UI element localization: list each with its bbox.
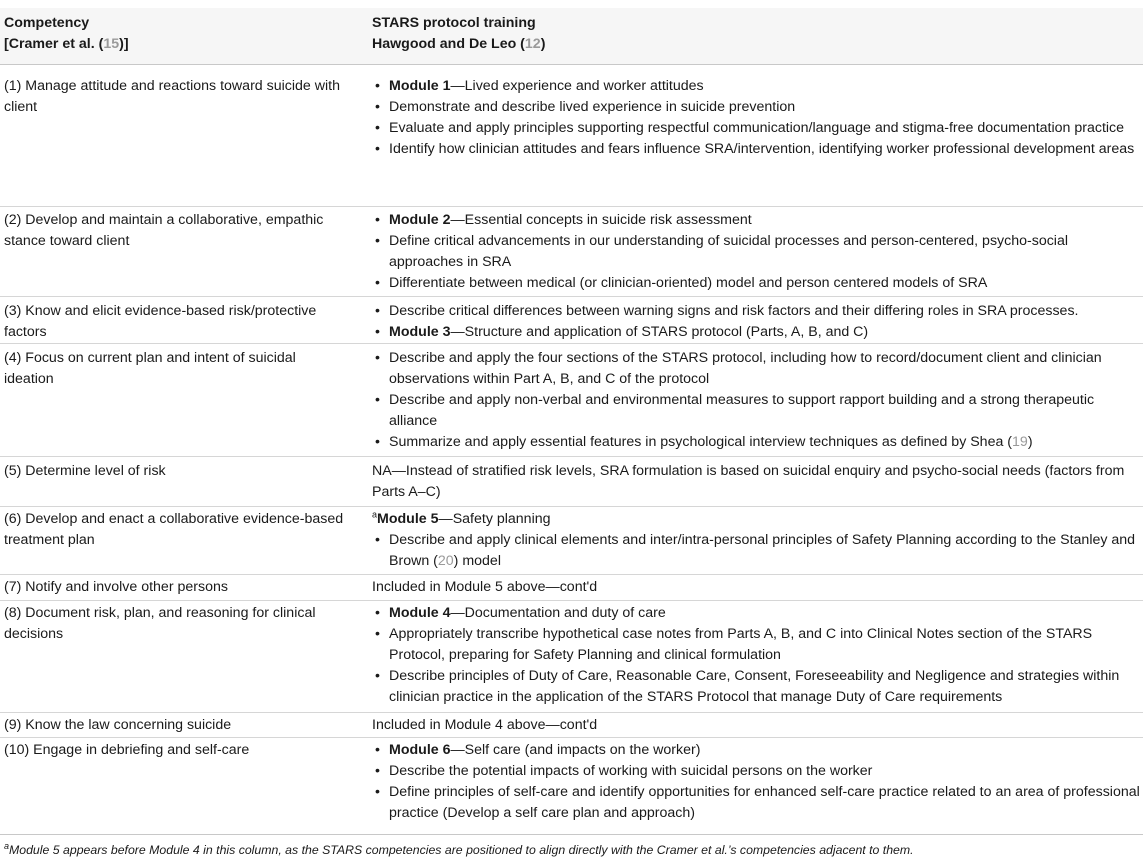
table-row — [0, 76, 1143, 206]
module-title: —Self care (and impacts on the worker) — [450, 742, 701, 758]
module-title: —Safety planning — [438, 511, 551, 527]
header-stars — [372, 13, 1132, 55]
list-item: • Define critical advancements in our understanding of suicidal processes and person-centered, psycho-social approaches in SRA — [372, 231, 1140, 273]
citation-link-19[interactable]: 19 — [1012, 434, 1028, 450]
module-title: —Essential concepts in suicide risk assessment — [450, 212, 752, 228]
list-item: • Describe principles of Duty of Care, Reasonable Care, Consent, Foreseeability and Negligence and strategies within clinician practice in the application of the STARS Protocol that manage Duty of Care requirements — [372, 666, 1140, 708]
stars-cell — [372, 603, 1140, 708]
list-item: • Define principles of self-care and identify opportunities for enhanced self-care practice related to an area of professional practice (Develop a self care plan and approach) — [372, 782, 1140, 824]
list-item — [372, 322, 1140, 343]
header-stars-cite — [372, 34, 1132, 55]
footnote-text: Module 5 appears before Module 4 in this column, as the STARS competencies are positioned to align directly with the Cramer et al.’s competencies adjacent to them. — [9, 843, 914, 857]
bullet-text: Summarize and apply essential features in psychological interview techniques as defined by Shea ( — [389, 434, 1013, 450]
stars-cell — [372, 210, 1140, 294]
stars-cell — [372, 740, 1140, 824]
list-item — [372, 603, 1140, 624]
module-label: Module 1 — [389, 78, 451, 94]
table-bottom-rule — [0, 834, 1143, 835]
list-item: • Differentiate between medical (or clinician-oriented) model and person centered models of SRA — [372, 273, 1140, 294]
competency-cell: (8) Document risk, plan, and reasoning for clinical decisions — [4, 605, 316, 642]
footnote-marker: a — [372, 509, 378, 520]
footnote-marker: a — [4, 840, 10, 851]
header-stars-title: STARS protocol training — [372, 15, 536, 31]
list-item — [372, 740, 1140, 761]
cite-text: )] — [119, 36, 129, 52]
module-title: —Structure and application of STARS protocol (Parts, A, B, and C) — [450, 324, 869, 340]
table-row — [0, 456, 1143, 506]
competency-cell: (6) Develop and enact a collaborative evidence-based treatment plan — [4, 511, 344, 548]
stars-cell — [372, 509, 1140, 572]
table-header — [0, 8, 1143, 65]
cite-text: [Cramer et al. ( — [4, 36, 104, 52]
module-label: Module 3 — [389, 324, 451, 340]
stars-cell: NA—Instead of stratified risk levels, SRA formulation is based on suicidal enquiry and psycho-social needs (factors from Parts A–C) — [372, 463, 1125, 500]
table-row — [0, 206, 1143, 296]
table-row — [0, 343, 1143, 456]
list-item — [372, 76, 1140, 97]
table-row — [0, 574, 1143, 600]
header-competency-title: Competency — [4, 15, 90, 31]
competency-cell: (7) Notify and involve other persons — [4, 579, 228, 595]
stars-cell — [372, 348, 1140, 453]
competency-cell: (1) Manage attitude and reactions toward suicide with client — [4, 78, 340, 115]
module-heading — [372, 509, 1140, 530]
module-label: Module 5 — [377, 511, 439, 527]
competency-cell: (3) Know and elicit evidence-based risk/protective factors — [4, 303, 317, 340]
table-row — [0, 296, 1143, 343]
cite-text: ) — [540, 36, 546, 52]
competency-cell: (5) Determine level of risk — [4, 463, 166, 479]
list-item: • Describe and apply the four sections of the STARS protocol, including how to record/document client and clinician observations within Part A, B, and C of the protocol — [372, 348, 1140, 390]
competency-cell: (2) Develop and maintain a collaborative, empathic stance toward client — [4, 212, 324, 249]
competency-cell: (9) Know the law concerning suicide — [4, 717, 232, 733]
stars-cell: Included in Module 5 above—cont'd — [372, 579, 598, 595]
header-competency-cite — [4, 34, 344, 55]
table-row — [0, 506, 1143, 574]
cite-text: Hawgood and De Leo ( — [372, 36, 525, 52]
bullet-text: ) model — [453, 553, 501, 569]
list-item: • Evaluate and apply principles supporting respectful communication/language and stigma-free documentation practice — [372, 118, 1140, 139]
stars-cell: Included in Module 4 above—cont'd — [372, 717, 598, 733]
competency-cell: (4) Focus on current plan and intent of suicidal ideation — [4, 350, 296, 387]
header-competency — [4, 13, 344, 55]
table-row — [0, 600, 1143, 712]
competency-cell: (10) Engage in debriefing and self-care — [4, 742, 250, 758]
bullet-text: Describe and apply clinical elements and inter/intra-personal principles of Safety Planning according to the Stanley and Brown ( — [389, 532, 1136, 569]
table-footnote — [4, 842, 914, 858]
module-label: Module 6 — [389, 742, 451, 758]
module-title: —Documentation and duty of care — [450, 605, 666, 621]
list-item: • Identify how clinician attitudes and fears influence SRA/intervention, identifying worker professional development areas — [372, 139, 1140, 160]
stars-cell — [372, 301, 1140, 343]
bullet-text: ) — [1027, 434, 1033, 450]
stars-cell — [372, 76, 1140, 160]
list-item — [372, 432, 1140, 453]
list-item — [372, 210, 1140, 231]
citation-link-12[interactable]: 12 — [524, 36, 541, 52]
citation-link-15[interactable]: 15 — [103, 36, 120, 52]
list-item: • Appropriately transcribe hypothetical case notes from Parts A, B, and C into Clinical Notes section of the STARS Protocol, preparing for Safety Planning and clinical formulation — [372, 624, 1140, 666]
list-item: • Describe and apply non-verbal and environmental measures to support rapport building and a strong therapeutic alliance — [372, 390, 1140, 432]
table-row — [0, 737, 1143, 834]
list-item: • Demonstrate and describe lived experience in suicide prevention — [372, 97, 1140, 118]
list-item: • Describe critical differences between warning signs and risk factors and their differing roles in SRA processes. — [372, 301, 1140, 322]
list-item — [372, 530, 1140, 572]
list-item: • Describe the potential impacts of working with suicidal persons on the worker — [372, 761, 1140, 782]
table-row — [0, 712, 1143, 737]
module-title: —Lived experience and worker attitudes — [450, 78, 704, 94]
citation-link-20[interactable]: 20 — [437, 553, 454, 569]
module-label: Module 2 — [389, 212, 451, 228]
module-label: Module 4 — [389, 605, 451, 621]
